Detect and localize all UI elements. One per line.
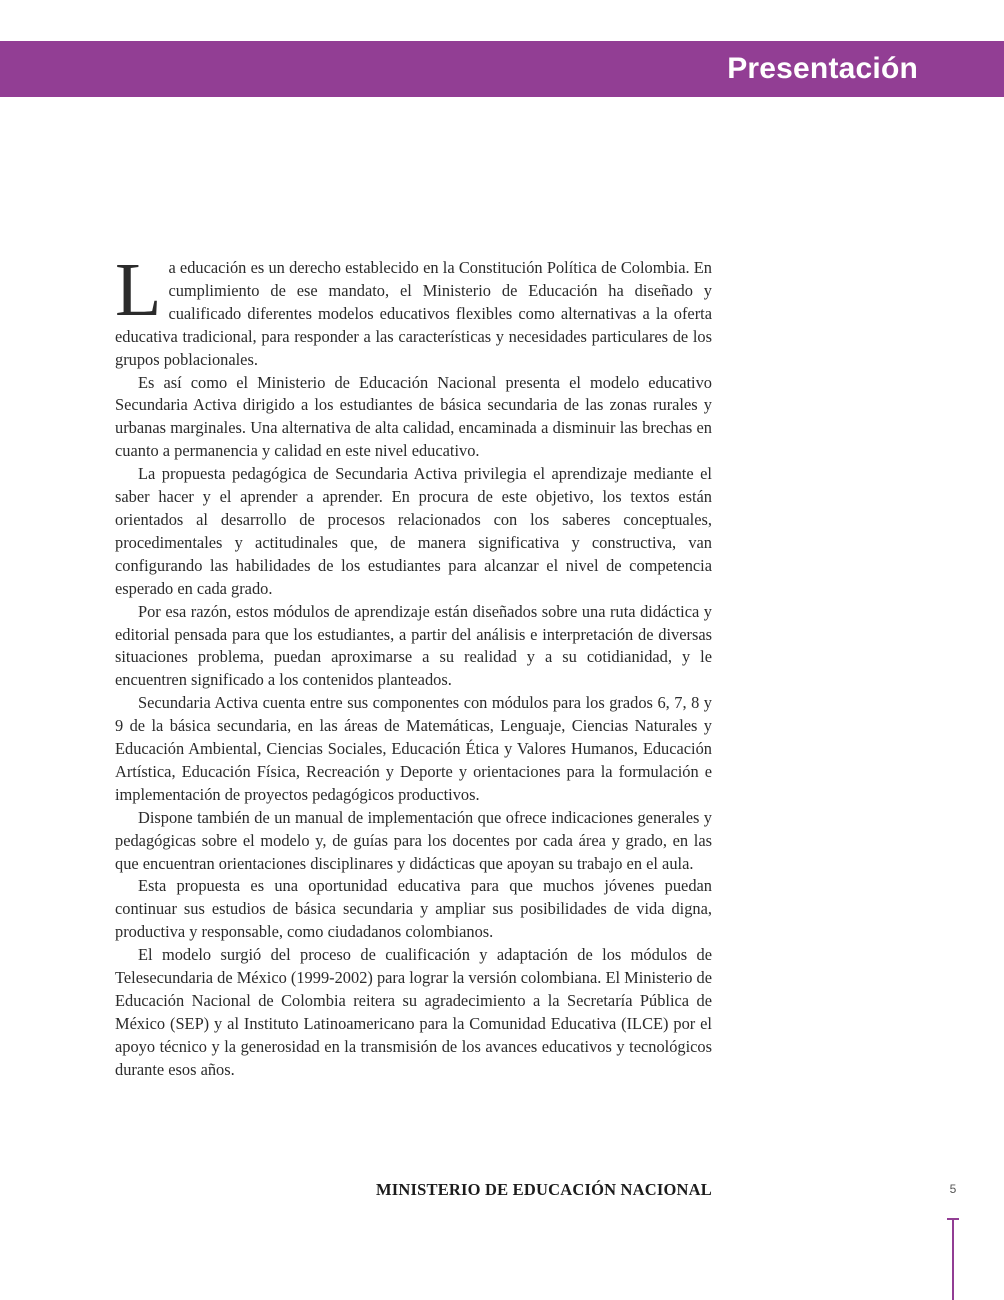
- paragraph-1: [115, 248, 712, 372]
- paragraph-8: El modelo surgió del proceso de cualificación y adaptación de los módulos de Telesecundaria de México (1999-2002) para lograr la versión colombiana. El Ministerio de Educación Nacional de Colombia reitera su agradecimiento a la Secretaría Pública de México (SEP) y al Instituto Latinoamericano para la Comunidad Educativa (ILCE) por el apoyo técnico y la generosidad en la transmisión de los avances educativos y tecnológicos durante esos años.: [115, 945, 712, 1079]
- signature: MINISTERIO DE EDUCACIÓN NACIONAL: [376, 1180, 712, 1199]
- paragraph-1-text: a educación es un derecho establecido en la Constitución Política de Colombia. En cumplimiento de ese mandato, el Ministerio de Educación ha diseñado y cualificado diferentes modelos educativos flexibles como alternativas a la oferta educativa tradicional, para responder a las características y necesidades particulares de los grupos poblacionales.: [115, 258, 712, 369]
- paragraph-2: Es así como el Ministerio de Educación Nacional presenta el modelo educativo Secundaria Activa dirigido a los estudiantes de básica secundaria de las zonas rurales y urbanas marginales. Una alternativa de alta calidad, encaminada a disminuir las brechas en cuanto a permanencia y calidad en este nivel educativo.: [115, 372, 712, 461]
- paragraph-6: Dispone también de un manual de implementación que ofrece indicaciones generales y pedagógicas sobre el modelo y, de guías para los docentes por cada área y grado, en las que encuentran orientaciones disciplinares y didácticas que apoyan su trabajo en el aula.: [115, 807, 712, 873]
- drop-cap: L: [115, 248, 162, 332]
- paragraph-7: Esta propuesta es una oportunidad educativa para que muchos jóvenes puedan continuar sus estudios de básica secundaria y ampliar sus posibilidades de vida digna, productiva y responsable, como ciudadanos colombianos.: [115, 876, 712, 942]
- page-edge-bar: [952, 1218, 954, 1300]
- page-number: 5: [949, 1182, 957, 1196]
- paragraph-3: La propuesta pedagógica de Secundaria Activa privilegia el aprendizaje mediante el saber hacer y el aprender a aprender. En procura de este objetivo, los textos están orientados al desarrollo de procesos relacionados con los saberes conceptuales, procedimentales y actitudinales que, de manera significativa y constructiva, van configurando las habilidades de los estudiantes para alcanzar el nivel de competencia esperado en cada grado.: [115, 464, 712, 598]
- body-text: [115, 248, 712, 1082]
- page-title: Presentación: [727, 52, 918, 85]
- paragraph-5: Secundaria Activa cuenta entre sus componentes con módulos para los grados 6, 7, 8 y 9 de la básica secundaria, en las áreas de Matemáticas, Lenguaje, Ciencias Naturales y Educación Ambiental, Ciencias Sociales, Educación Ética y Valores Humanos, Educación Artística, Educación Física, Recreación y Deporte y orientaciones para la formulación e implementación de proyectos pedagógicos productivos.: [115, 693, 712, 804]
- header-band: [0, 41, 1004, 97]
- paragraph-4: Por esa razón, estos módulos de aprendizaje están diseñados sobre una ruta didáctica y editorial pensada para que los estudiantes, a partir del análisis e interpretación de diversas situaciones problema, puedan aproximarse a su realidad y a su cotidianidad, y le encuentren significado a los contenidos planteados.: [115, 601, 712, 690]
